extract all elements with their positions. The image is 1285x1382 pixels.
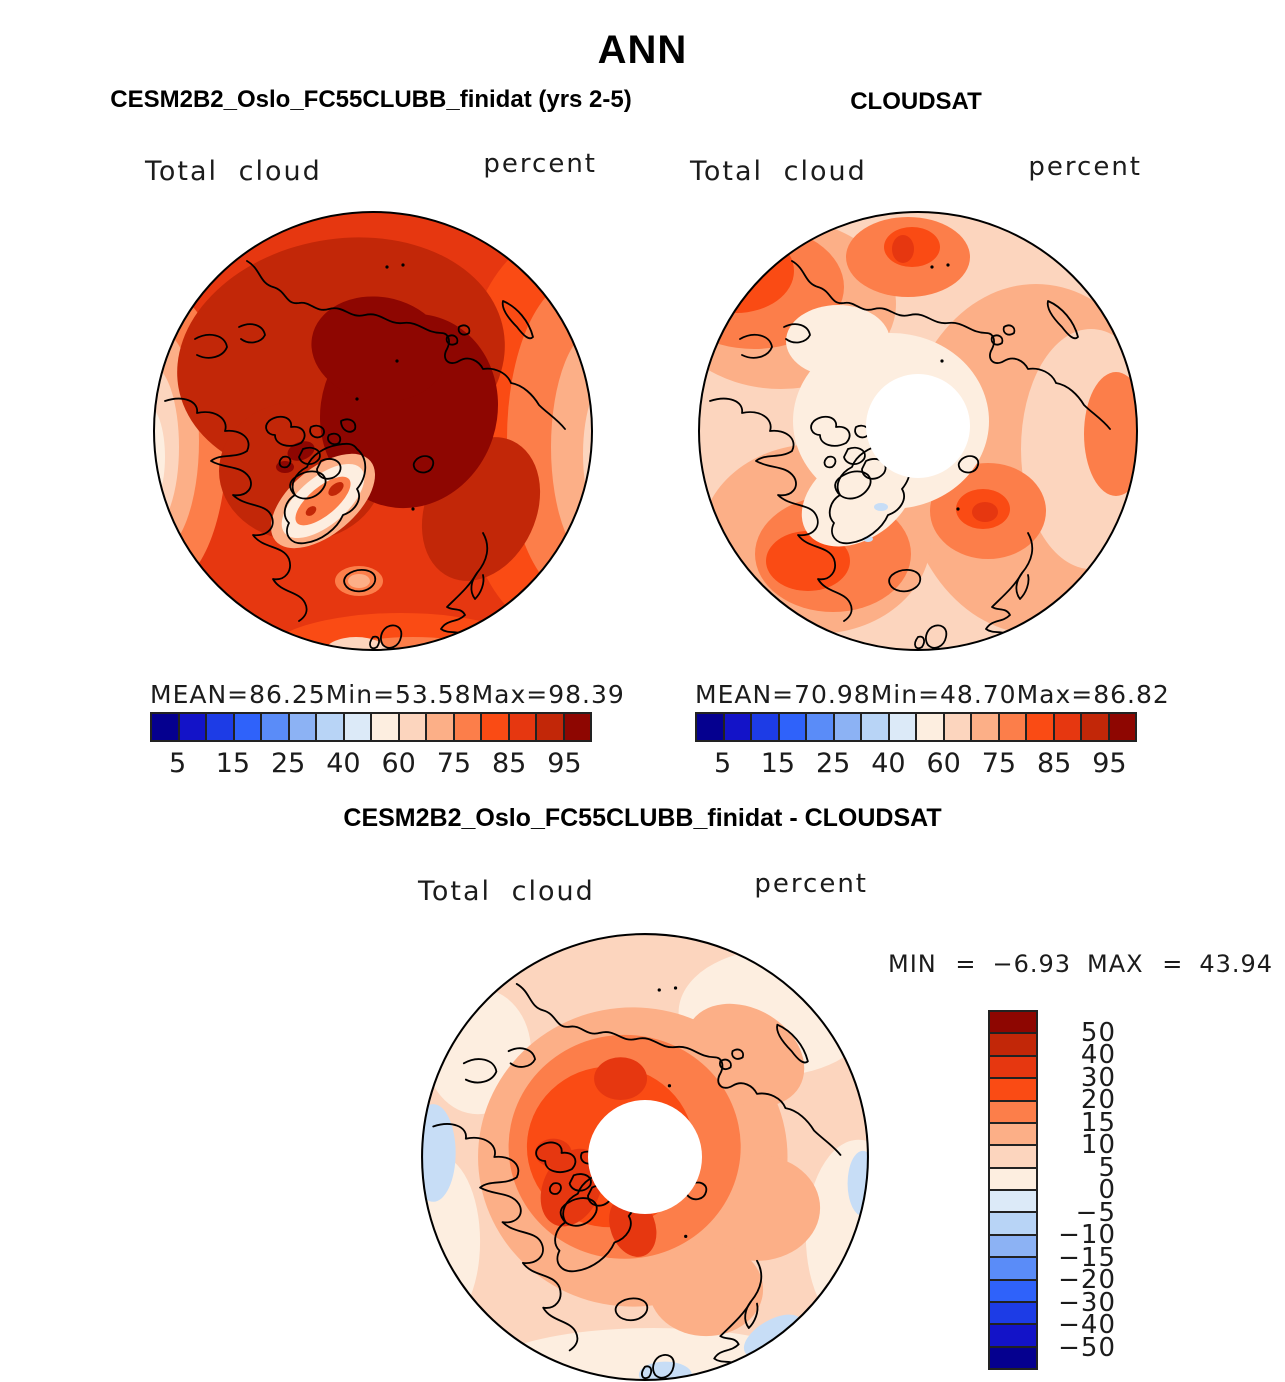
colorbar-segment	[862, 714, 890, 740]
diff-polar-data-gap	[588, 1100, 702, 1214]
colorbar-boundary-label: 40	[1080, 1040, 1116, 1070]
obs-colorbar-strip	[695, 712, 1137, 742]
colorbar-boundary-label: 30	[1080, 1062, 1116, 1093]
colorbar-segment	[752, 714, 780, 740]
colorbar-tick-label: 25	[815, 748, 851, 779]
model-mean-label: MEAN=	[150, 680, 250, 709]
colorbar-segment	[317, 714, 345, 740]
colorbar-tick-label: 60	[926, 748, 961, 779]
colorbar-segment	[1000, 714, 1028, 740]
colorbar-segment	[537, 714, 565, 740]
obs-polar-map	[696, 209, 1140, 653]
model-max-value: 98.39	[548, 680, 625, 709]
colorbar-segment	[780, 714, 808, 740]
colorbar-tick-label: 15	[215, 748, 251, 779]
colorbar-segment	[510, 714, 538, 740]
obs-mean-value: 70.98	[794, 680, 871, 709]
model-stats-row	[150, 680, 625, 709]
colorbar-segment	[725, 714, 753, 740]
model-colorbar-strip	[150, 712, 592, 742]
colorbar-segment	[972, 714, 1000, 740]
model-panel-title: CESM2B2_Oslo_FC55CLUBB_finidat (yrs 2-5)	[110, 86, 632, 113]
model-colorbar	[150, 712, 592, 782]
diff-min-label: MIN =	[888, 950, 977, 978]
obs-units-label: percent	[1028, 152, 1142, 182]
obs-min-label: Min=	[870, 680, 941, 709]
colorbar-tick-label: 85	[491, 748, 527, 779]
colorbar-segment	[990, 1146, 1036, 1168]
colorbar-segment	[427, 714, 455, 740]
colorbar-segment	[482, 714, 510, 740]
colorbar-segment	[235, 714, 263, 740]
diff-max-value: 43.94	[1199, 950, 1274, 978]
colorbar-tick-label: 40	[326, 748, 361, 779]
colorbar-segment	[1055, 714, 1083, 740]
obs-min-value: 48.70	[940, 680, 1017, 709]
model-min-value: 53.58	[395, 680, 472, 709]
colorbar-tick-label: 60	[381, 748, 416, 779]
obs-field-label: Total cloud	[690, 156, 867, 187]
colorbar-segment	[990, 1281, 1036, 1303]
colorbar-segment	[1082, 714, 1110, 740]
colorbar-tick-label: 40	[871, 748, 906, 779]
colorbar-segment	[455, 714, 483, 740]
colorbar-segment	[990, 1079, 1036, 1101]
colorbar-segment	[565, 714, 591, 740]
diff-max-label: MAX =	[1087, 950, 1184, 978]
colorbar-segment	[990, 1012, 1036, 1034]
colorbar-segment	[990, 1303, 1036, 1325]
colorbar-tick-label: 75	[981, 748, 1017, 779]
colorbar-segment	[345, 714, 373, 740]
colorbar-segment	[400, 714, 428, 740]
colorbar-boundary-label: −10	[1058, 1220, 1116, 1250]
colorbar-segment	[990, 1236, 1036, 1258]
colorbar-segment	[835, 714, 863, 740]
colorbar-boundary-label: 15	[1080, 1107, 1116, 1138]
colorbar-segment	[945, 714, 973, 740]
colorbar-tick-label: 25	[270, 748, 306, 779]
colorbar-tick-label: 15	[760, 748, 796, 779]
colorbar-segment	[180, 714, 208, 740]
colorbar-segment	[372, 714, 400, 740]
obs-colorbar-ticks	[695, 748, 1137, 782]
colorbar-segment	[1110, 714, 1136, 740]
colorbar-tick-label: 75	[436, 748, 472, 779]
colorbar-segment	[990, 1102, 1036, 1124]
obs-max-label: Max=	[1016, 680, 1094, 709]
model-polar-map	[151, 209, 595, 653]
polar-data-gap	[866, 374, 970, 478]
obs-max-value: 86.82	[1093, 680, 1170, 709]
colorbar-segment	[207, 714, 235, 740]
colorbar-segment	[917, 714, 945, 740]
diff-field-label: Total cloud	[418, 876, 595, 907]
colorbar-segment	[1027, 714, 1055, 740]
diff-min-value: −6.93	[992, 950, 1072, 978]
colorbar-segment	[990, 1258, 1036, 1280]
colorbar-tick-label: 95	[547, 748, 582, 779]
obs-panel-title: CLOUDSAT	[850, 88, 982, 115]
colorbar-boundary-label: 5	[1098, 1152, 1116, 1183]
colorbar-tick-label: 85	[1036, 748, 1072, 779]
colorbar-tick-label: 5	[169, 748, 187, 779]
colorbar-segment	[990, 1348, 1036, 1368]
model-min-label: Min=	[325, 680, 396, 709]
colorbar-segment	[990, 1124, 1036, 1146]
diff-colorbar-strip	[988, 1010, 1038, 1370]
diff-minmax-row	[888, 950, 1273, 978]
colorbar-boundary-label: 0	[1098, 1175, 1116, 1205]
colorbar-boundary-label: −40	[1058, 1310, 1116, 1340]
diff-polar-map	[419, 931, 871, 1382]
colorbar-segment	[990, 1213, 1036, 1235]
diff-units-label: percent	[754, 869, 868, 899]
obs-mean-label: MEAN=	[695, 680, 795, 709]
diff-colorbar-labels	[1044, 1010, 1116, 1370]
colorbar-segment	[890, 714, 918, 740]
obs-stats-row	[695, 680, 1170, 709]
colorbar-segment	[290, 714, 318, 740]
colorbar-segment	[152, 714, 180, 740]
model-units-label: percent	[483, 149, 597, 179]
model-mean-value: 86.25	[249, 680, 326, 709]
colorbar-boundary-label: 20	[1080, 1085, 1116, 1115]
diff-panel-title: CESM2B2_Oslo_FC55CLUBB_finidat - CLOUDSAT	[343, 804, 942, 832]
colorbar-segment	[262, 714, 290, 740]
model-field-label: Total cloud	[145, 156, 322, 187]
colorbar-boundary-label: 10	[1080, 1130, 1116, 1160]
model-max-label: Max=	[471, 680, 549, 709]
model-colorbar-ticks	[150, 748, 592, 782]
colorbar-boundary-label: −5	[1075, 1197, 1116, 1228]
colorbar-boundary-label: 50	[1080, 1017, 1116, 1048]
colorbar-tick-label: 95	[1092, 748, 1127, 779]
colorbar-segment	[990, 1325, 1036, 1347]
colorbar-boundary-label: −20	[1058, 1265, 1116, 1295]
diff-colorbar	[988, 1010, 1168, 1370]
colorbar-segment	[990, 1191, 1036, 1213]
colorbar-segment	[807, 714, 835, 740]
colorbar-segment	[990, 1034, 1036, 1056]
obs-colorbar	[695, 712, 1137, 782]
colorbar-segment	[697, 714, 725, 740]
colorbar-tick-label: 5	[714, 748, 732, 779]
colorbar-segment	[990, 1169, 1036, 1191]
colorbar-boundary-label: −50	[1058, 1332, 1116, 1363]
colorbar-boundary-label: −15	[1058, 1242, 1116, 1273]
colorbar-segment	[990, 1057, 1036, 1079]
colorbar-boundary-label: −30	[1058, 1287, 1116, 1318]
figure-title: ANN	[597, 28, 688, 72]
